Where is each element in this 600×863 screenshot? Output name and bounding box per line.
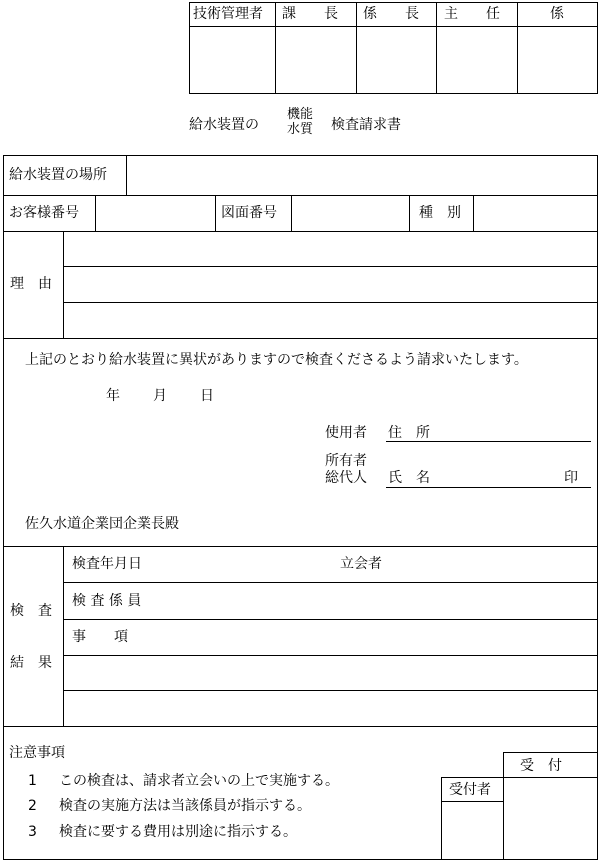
inspector-label: 検 査 係 員 bbox=[72, 593, 142, 609]
approval-cell-supervisor: 主 任 bbox=[444, 6, 500, 22]
row-divider bbox=[3, 231, 598, 232]
receiver-label: 受付者 bbox=[449, 782, 491, 798]
inspection-label-divider bbox=[63, 546, 64, 726]
approval-header-divider bbox=[189, 26, 598, 27]
type-label: 種 別 bbox=[419, 205, 461, 221]
approval-cell-section-chief: 課 長 bbox=[282, 6, 338, 22]
approval-col-divider bbox=[436, 2, 437, 94]
note-number: 1 bbox=[28, 773, 37, 789]
receipt-header-divider bbox=[503, 777, 598, 778]
representative-label: 総代人 bbox=[325, 470, 367, 486]
reason-line bbox=[63, 302, 598, 303]
receiver-header-divider bbox=[441, 801, 504, 802]
title-suffix: 検査請求書 bbox=[331, 117, 401, 133]
reason-label: 理 由 bbox=[10, 276, 52, 292]
user-label: 使用者 bbox=[325, 425, 367, 441]
result-label: 結 果 bbox=[10, 655, 52, 671]
title-option-function: 機能 bbox=[287, 107, 314, 122]
addressee: 佐久水道企業団企業長殿 bbox=[25, 516, 179, 532]
location-label: 給水装置の場所 bbox=[9, 167, 107, 183]
note-text: 検査に要する費用は別途に指示する。 bbox=[59, 824, 297, 840]
matters-label: 事 項 bbox=[72, 629, 128, 645]
approval-cell-staff: 係 bbox=[550, 6, 564, 22]
col-divider bbox=[409, 195, 410, 231]
location-label-divider bbox=[126, 155, 127, 195]
col-divider bbox=[95, 195, 96, 231]
inspection-line bbox=[63, 655, 598, 656]
owner-label: 所有者 bbox=[325, 453, 367, 469]
address-underline bbox=[386, 441, 591, 442]
title-prefix: 給水装置の bbox=[189, 117, 259, 133]
inspection-date-label: 検査年月日 bbox=[72, 556, 142, 572]
note-number: 2 bbox=[28, 798, 37, 814]
name-label: 氏 名 bbox=[388, 470, 430, 486]
date-month-label: 月 bbox=[153, 388, 167, 404]
reason-line bbox=[63, 266, 598, 267]
inspection-line bbox=[63, 690, 598, 691]
note-text: 検査の実施方法は当該係員が指示する。 bbox=[59, 798, 311, 814]
witness-label: 立会者 bbox=[340, 556, 382, 572]
receipt-label: 受 付 bbox=[520, 758, 562, 774]
row-divider bbox=[3, 195, 598, 196]
drawing-number-label: 図面番号 bbox=[221, 205, 277, 221]
approval-col-divider bbox=[517, 2, 518, 94]
col-divider bbox=[291, 195, 292, 231]
date-day-label: 日 bbox=[200, 388, 214, 404]
approval-cell-subsection-chief: 係 長 bbox=[363, 6, 419, 22]
inspection-line bbox=[63, 582, 598, 583]
approval-col-divider bbox=[275, 2, 276, 94]
notes-heading: 注意事項 bbox=[9, 745, 65, 761]
approval-col-divider bbox=[356, 2, 357, 94]
inspection-line bbox=[63, 619, 598, 620]
customer-number-label: お客様番号 bbox=[9, 205, 79, 221]
address-label: 住 所 bbox=[388, 425, 430, 441]
row-divider bbox=[3, 338, 598, 339]
date-year-label: 年 bbox=[106, 388, 120, 404]
note-number: 3 bbox=[28, 824, 37, 840]
name-underline bbox=[386, 487, 591, 488]
inspection-label: 検 査 bbox=[10, 603, 52, 619]
row-divider bbox=[3, 726, 598, 727]
col-divider bbox=[473, 195, 474, 231]
approval-cell-technical-manager: 技術管理者 bbox=[193, 6, 263, 22]
col-divider bbox=[215, 195, 216, 231]
seal-label: 印 bbox=[564, 470, 578, 486]
row-divider bbox=[3, 546, 598, 547]
note-text: この検査は、請求者立会いの上で実施する。 bbox=[59, 773, 339, 789]
request-statement: 上記のとおり給水装置に異状がありますので検査くださるよう請求いたします。 bbox=[25, 352, 528, 368]
title-option-water-quality: 水質 bbox=[287, 122, 314, 137]
reason-label-divider bbox=[63, 231, 64, 338]
